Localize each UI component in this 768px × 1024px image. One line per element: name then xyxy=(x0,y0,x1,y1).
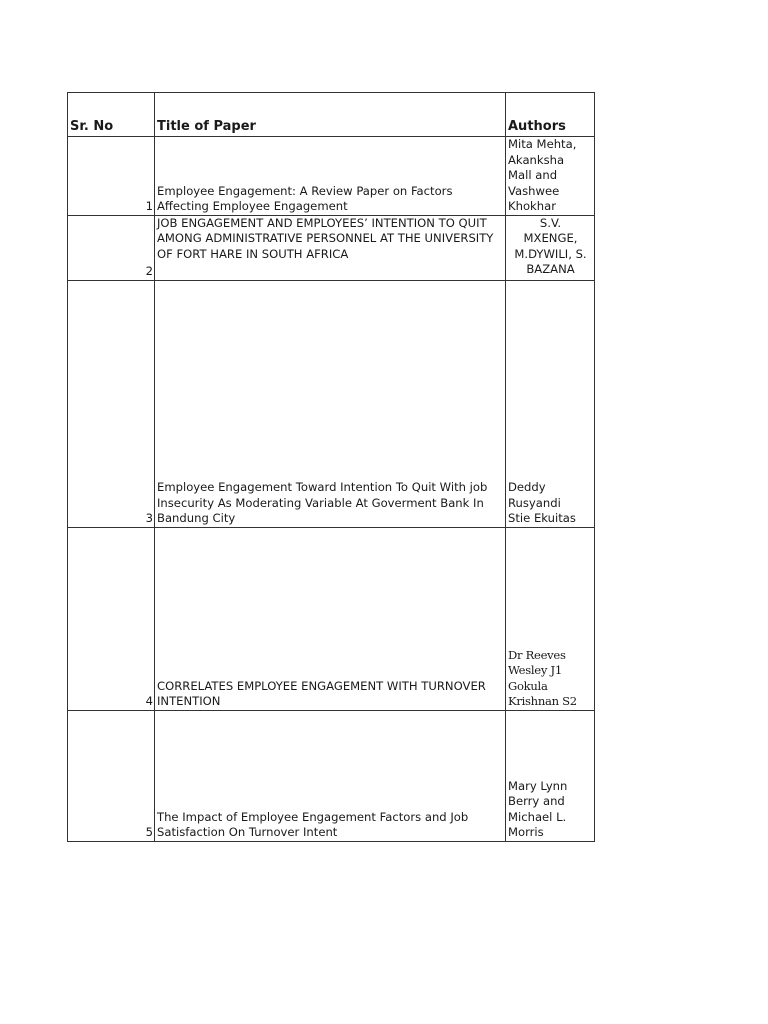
row-authors: Mita Mehta, Akanksha Mall and Vashwee Khokhar xyxy=(506,137,595,216)
table-row xyxy=(68,215,595,280)
papers-table xyxy=(67,92,595,842)
row-title: JOB ENGAGEMENT AND EMPLOYEES’ INTENTION TO QUIT AMONG ADMINISTRATIVE PERSONNEL AT THE UNIVERSITY OF FORT HARE IN SOUTH AFRICA xyxy=(155,215,506,280)
row-sr-no: 1 xyxy=(68,137,155,216)
header-sr-no: Sr. No xyxy=(68,93,155,137)
header-authors: Authors xyxy=(506,93,595,137)
row-sr-no: 2 xyxy=(68,215,155,280)
table-row xyxy=(68,280,595,527)
table-row xyxy=(68,710,595,841)
row-title: Employee Engagement: A Review Paper on Factors Affecting Employee Engagement xyxy=(155,137,506,216)
row-title: CORRELATES EMPLOYEE ENGAGEMENT WITH TURNOVER INTENTION xyxy=(155,527,506,710)
row-authors: Deddy Rusyandi Stie Ekuitas xyxy=(506,280,595,527)
row-authors: Dr Reeves Wesley J1 Gokula Krishnan S2 xyxy=(506,527,595,710)
row-title: Employee Engagement Toward Intention To Quit With job Insecurity As Moderating Variable At Goverment Bank In Bandung City xyxy=(155,280,506,527)
table-row xyxy=(68,137,595,216)
row-authors: Mary Lynn Berry and Michael L. Morris xyxy=(506,710,595,841)
row-sr-no: 4 xyxy=(68,527,155,710)
row-title: The Impact of Employee Engagement Factors and Job Satisfaction On Turnover Intent xyxy=(155,710,506,841)
table-row xyxy=(68,527,595,710)
row-sr-no: 5 xyxy=(68,710,155,841)
header-title: Title of Paper xyxy=(155,93,506,137)
row-authors: S.V. MXENGE, M.DYWILI, S. BAZANA xyxy=(506,215,595,280)
row-sr-no: 3 xyxy=(68,280,155,527)
table-header-row xyxy=(68,93,595,137)
